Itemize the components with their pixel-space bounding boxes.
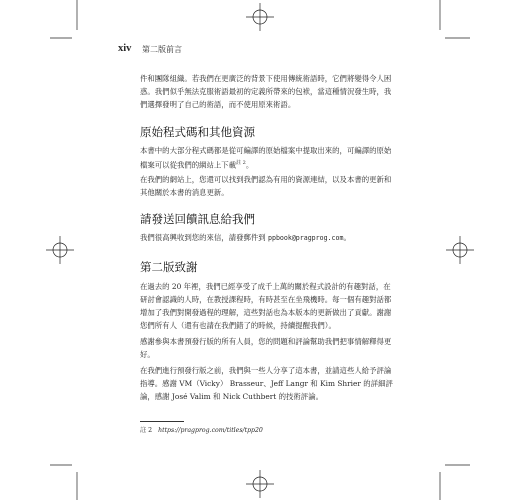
- section-heading-source: 原始程式碼和其他資源: [140, 125, 255, 139]
- page-number: xiv: [118, 43, 132, 54]
- intro-paragraph: 件和團隊組織。若我們在更廣泛的背景下使用傳統術語時，它們將變得令人困惑。我們似乎無法克服術語最初的定義所帶來的包袱，當這種情況發生時，我們選擇發明了自己的術語，而不使用原來術語。: [140, 74, 392, 109]
- footnote-label: 註 2: [140, 427, 153, 434]
- registration-target-top: [246, 3, 274, 31]
- running-title: 第二版前言: [142, 45, 182, 54]
- registration-target-left: [46, 236, 74, 264]
- source-paragraph-1-end: 。: [245, 160, 254, 170]
- email-link[interactable]: ppbook@pragprog.com: [268, 234, 344, 242]
- feedback-paragraph: [140, 231, 395, 245]
- registration-target-right: [446, 236, 474, 264]
- thanks-paragraph-3: 在我們進行預發行版之前，我們與一些人分享了這本書，並請這些人給予評論指導。感謝 VM（Vicky） Brasseur、Jeff Langr 和 Kim Shrier 的詳細評論，感謝 José Valim 和 Nick Cuthbert 的技術評論。: [140, 366, 393, 401]
- thanks-paragraph-1: 在過去的 20 年裡，我們已經享受了成千上萬的關於程式設計的有趣對話，在研討會認識的人時，在教授課程時，有時甚至在坐飛機時。每一個有趣對話都增加了我們對開發過程的理解，這些對話也為本版本的更新做出了貢獻。謝謝您們所有人（還有也請在我們錯了的時候，持續提醒我們）。: [140, 282, 392, 330]
- footnote-marker[interactable]: 註 2: [236, 160, 246, 166]
- section-heading-feedback: 請發送回饋訊息給我們: [140, 212, 255, 226]
- footnote: [140, 425, 263, 434]
- footnote-divider: [140, 421, 184, 422]
- feedback-text-after: 。: [343, 233, 351, 242]
- registration-target-bottom: [246, 470, 274, 498]
- section-heading-thanks: 第二版致謝: [140, 260, 198, 274]
- footnote-url[interactable]: https://pragprog.com/titles/tpp20: [158, 427, 263, 434]
- feedback-text-before: 我們很高興收到您的來信，請發郵件到: [140, 233, 268, 242]
- source-paragraph-1-text: 本書中的大部分程式碼都是從可編譯的原始檔案中提取出來的，可編譯的原始檔案可以從我們的網站上下載: [140, 146, 392, 170]
- source-paragraph-2: 在我們的網站上，您還可以找到我們認為有用的資源連結，以及本書的更新和其他關於本書的消息更新。: [140, 175, 392, 197]
- source-paragraph-1: [140, 144, 395, 171]
- thanks-paragraph-2: 感謝參與本書預發行版的所有人員，您的問題和評論幫助我們把事情解釋得更好。: [140, 337, 392, 359]
